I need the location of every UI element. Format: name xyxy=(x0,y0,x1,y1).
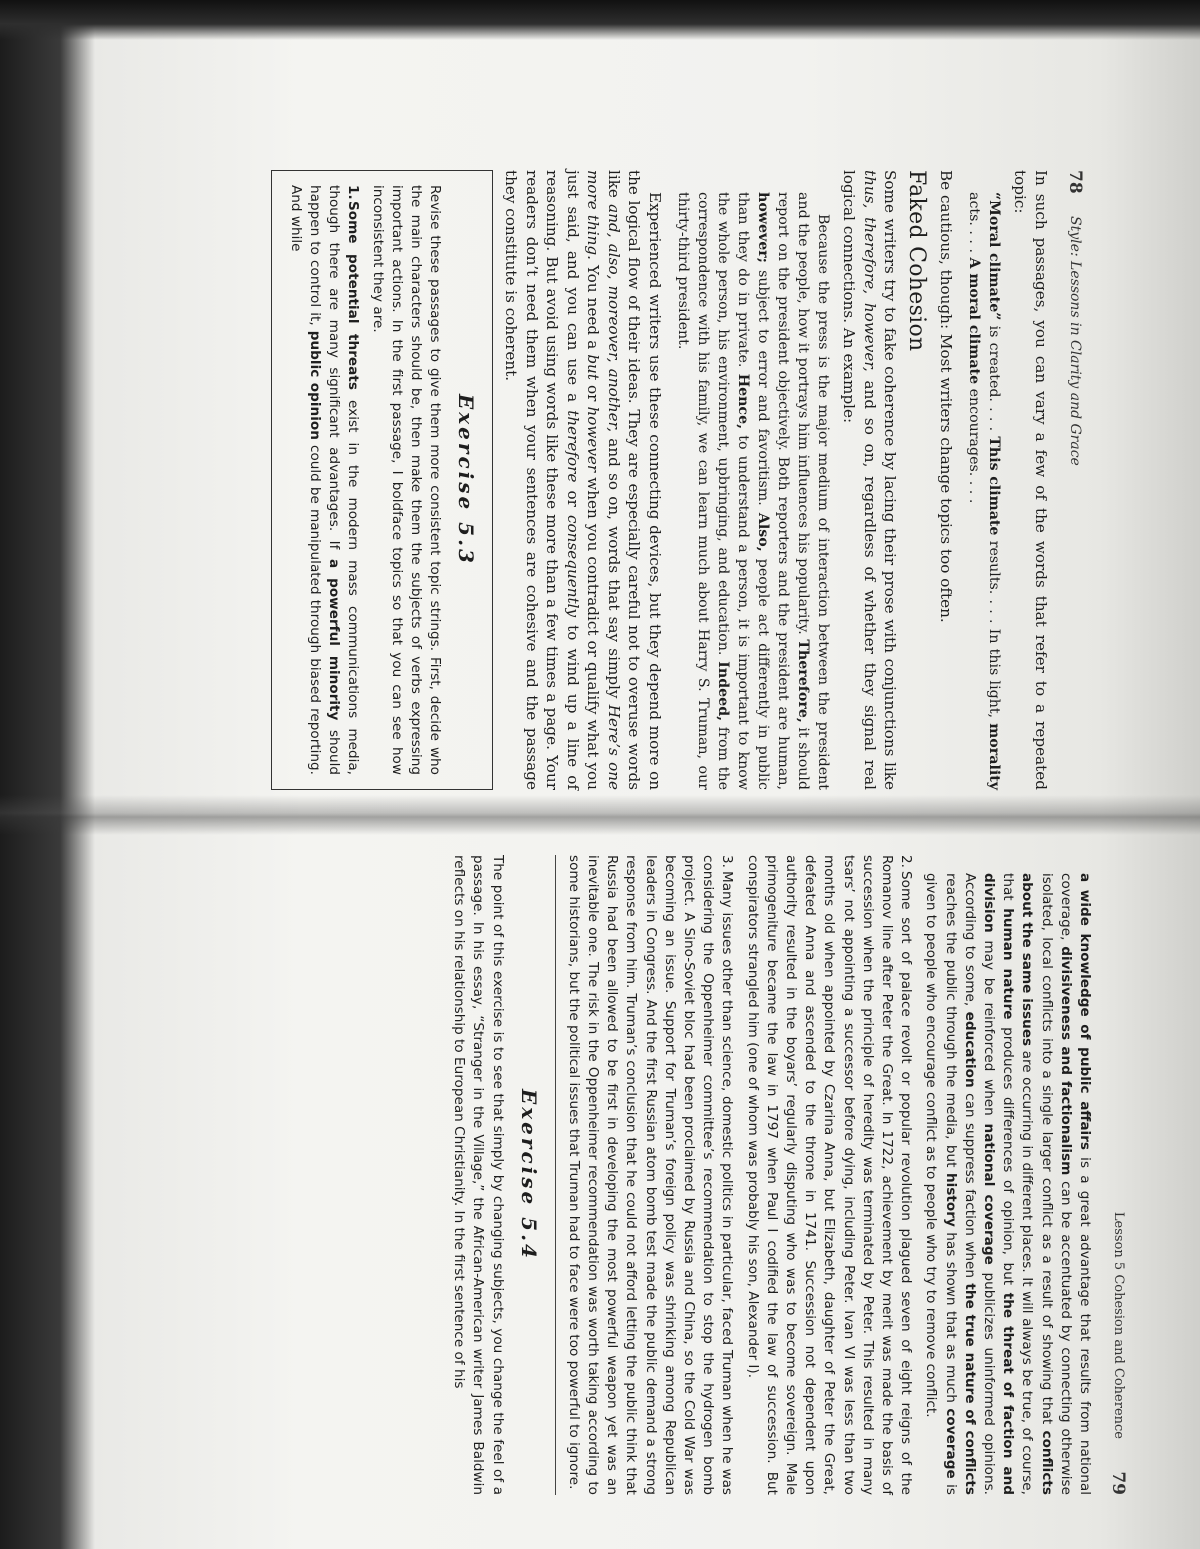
connector-word: Therefore, xyxy=(795,639,811,723)
continued-item-1 xyxy=(921,873,1094,1495)
conjunction-list: thus, therefore, however, xyxy=(861,170,879,372)
item-text: produces differences of opinion, but xyxy=(1000,1019,1017,1293)
caution-paragraph: Be cautious, though: Most writers change topics too often. xyxy=(937,170,955,623)
right-running-head: Lesson 5 Cohesion and Coherence xyxy=(1111,1211,1126,1439)
example-text: subject to error and favoritism. xyxy=(755,263,771,513)
quote-text: is created. . . . xyxy=(986,320,1002,437)
item-text: exist in the modern mass communications media, though there are many significant advantages. If xyxy=(326,185,361,776)
book-gutter xyxy=(0,795,1200,835)
paragraph-text: Experienced writers use these connecting devices, but they depend more on the logical flow of their ideas. They are especially careful not to overuse words like xyxy=(605,170,664,790)
quote-text: results. . . . In this light, xyxy=(986,535,1002,724)
exercise-intro: The point of this exercise is to see that simply by changing subjects, you change the feel of a passage. In his essay, “Stranger in the Village,” the African-American writer James Baldwin reflects on his relationship to European Christianity. In the first sentence of his xyxy=(451,855,506,1495)
moral-climate-quote xyxy=(964,192,1004,790)
section-heading: Faked Cohesion xyxy=(904,170,930,352)
right-page-header xyxy=(1094,855,1128,1495)
quote-topic: morality xyxy=(986,723,1002,791)
item-text: may be reinforced when xyxy=(980,932,997,1124)
item-text: Some sort of palace revolt or popular revolution plagued seven of eight reigns of the Romanov line after Peter the Great. In 1722, achievement by merit was made the basis of succession when the principle of heredity was terminated by Peter. This resulted in many tsars’ not appointing a successor before dying, including Peter. Ivan VI was less than two months old when appointed by Czarina Anna, but Elizabeth, daughter of Peter the Great, defeated Anna and ascended to the throne in 1741. Succession not dependent upon authority resulted in the boyars’ regularly disputing who was to become sovereign. Male primogeniture became the law in 1797 when Paul I codified the law of succession. But conspirators strangled him (one of whom was probably his son, Alexander I). xyxy=(744,855,915,1495)
item-topic: the threat of faction and division xyxy=(980,873,1017,1495)
example-passage xyxy=(673,192,833,790)
exercise-title: Exercise 5.3 xyxy=(454,394,478,566)
item-topic: Some potential threats xyxy=(345,201,361,390)
experienced-writers-paragraph xyxy=(501,170,665,790)
item-text: is a great advantage that results from national coverage, xyxy=(1057,873,1093,1495)
paragraph-text: You need a xyxy=(584,259,603,355)
exercise-item xyxy=(286,185,362,775)
item-text: could be manipulated through biased reporting. And while xyxy=(288,185,323,775)
item-topic: national coverage xyxy=(980,1123,997,1265)
item-text: can suppress faction when xyxy=(961,1087,978,1284)
italic-term: therefore xyxy=(564,410,582,483)
item-topic: public opinion xyxy=(307,330,323,440)
exercise-item-3 xyxy=(564,855,737,1495)
item-text: can be accentuated by connecting otherwise isolated, local conflicts into a single larger conflict as a result of showing that xyxy=(1038,873,1074,1496)
right-page-number: 79 xyxy=(1108,1471,1128,1495)
quote-topic: This climate xyxy=(986,436,1002,536)
item-text: publicizes uninformed opinions. According to some, xyxy=(961,873,997,1495)
scanner-edge xyxy=(0,0,1200,40)
italic-term: however xyxy=(584,406,603,473)
exercise-instructions: Revise these passages to give them more consistent topic strings. First, decide who the main characters should be, then make them the subjects of verbs expressing important actions. In the first passage, I boldface topics so that you can see how inconsistent they are. xyxy=(370,185,443,775)
example-text: Because the press is the major medium of interaction between the president and the people, how it portrays him influences his popularity. xyxy=(795,192,831,790)
item-topic: the true nature of conflicts xyxy=(961,1283,978,1495)
example-text: to understand a person, it is important to know the whole person, his environment, upbringing, and education. xyxy=(715,192,751,790)
quote-topic: “Moral climate” xyxy=(986,192,1002,321)
paragraph-text: to wind up a line of reasoning. But avoid using words like these more than a few times a page. Your readers don’t need them when your sentences are cohesive and the passage they constitute is coherent. xyxy=(502,170,582,791)
item-text: is given to people who encourage conflict as to people who try to remove conflict. xyxy=(923,873,959,1495)
paragraph-text: Some writers try to fake coherence by lacing their prose with conjunctions like xyxy=(881,170,900,790)
italic-term: consequently xyxy=(564,515,582,618)
right-page xyxy=(108,855,1128,1495)
intro-paragraph: In such passages, you can vary a few of the words that refer to a repeated topic: xyxy=(1011,170,1050,790)
item-text: has shown that as much xyxy=(942,1226,959,1409)
paragraph-text: or xyxy=(584,379,603,407)
exercise-5-3-box xyxy=(271,170,493,790)
item-topic: history xyxy=(942,1172,959,1227)
italic-term: but xyxy=(584,354,603,380)
left-page xyxy=(85,170,1085,790)
connector-word: Also, xyxy=(755,512,771,552)
item-number: 3. xyxy=(719,855,736,868)
item-number: 1. xyxy=(345,185,361,200)
exercise-title: Exercise 5.4 xyxy=(516,1089,541,1261)
item-topic: education xyxy=(961,1011,978,1088)
italic-term: Here’s one more thing. xyxy=(584,170,623,790)
italic-term: and, also, moreover, another, xyxy=(605,204,623,433)
paragraph-text: and so on, regardless of whether they signal real logical connections. An example: xyxy=(840,170,879,790)
exercise-divider xyxy=(555,855,556,1495)
left-page-number: 78 xyxy=(1065,170,1085,194)
item-text: are occurring in different places. It will always be true, of course, that xyxy=(1000,873,1036,1495)
left-page-header xyxy=(1051,170,1085,790)
item-topic: a powerful minority xyxy=(326,559,342,721)
left-running-head: Style: Lessons in Clarity and Grace xyxy=(1067,216,1083,466)
connector-word: however; xyxy=(755,192,771,263)
quote-text: encourages. . . . xyxy=(966,384,982,504)
paragraph-text: or xyxy=(564,482,582,516)
paragraph-text: when you contradict or qualify what you just said, and you can use a xyxy=(564,170,603,790)
paragraph-text: and so on, words that say simply xyxy=(605,432,623,705)
quote-text: acts. . . . xyxy=(966,192,982,258)
item-topic: coverage xyxy=(942,1408,959,1479)
item-text: reaches the public through the media, but xyxy=(942,873,959,1173)
connector-word: Hence, xyxy=(735,373,751,430)
item-topic: human nature xyxy=(1000,908,1017,1020)
example-text: it should report on the president objectively. Both reporters and the president are human, xyxy=(775,192,811,790)
faked-cohesion-paragraph xyxy=(839,170,901,790)
item-topic: conflicts about the same issues xyxy=(1019,873,1055,1495)
exercise-item-2 xyxy=(742,855,915,1495)
connector-word: Indeed, xyxy=(715,661,731,722)
item-topic: a wide knowledge of public affairs xyxy=(1077,873,1093,1151)
item-topic: divisiveness and factionalism xyxy=(1057,946,1074,1176)
example-text: from the correspondence with his family, we can learn much about Harry S. Truman, our thirty-third president. xyxy=(675,192,731,790)
quote-topic: A moral climate xyxy=(966,257,982,385)
example-text: people act differently in public than they do in private. xyxy=(735,192,771,790)
item-text: should happen to control it, xyxy=(307,185,342,775)
item-text: Many issues other than science, domestic politics in particular, faced Truman when he was considering the Oppenheimer committee’s recommendation to stop the hydrogen bomb project. A Sino-Soviet bloc had been proclaimed by Russia and China, so the Cold War was becoming an issue. Support for Truman’s foreign policy was shrinking among Republican leaders in Congress. And the first Russian atom bomb test made the public demand a strong response from him. Truman’s conclusion that he could not afford letting the public think that Russia had been allowed to be first in developing the most powerful weapon yet was an inevitable one. The risk in the Oppenheimer recommendation was worth taking according to some historians, but the political issues that Truman had to face were too powerful to ignore. xyxy=(565,855,736,1495)
item-number: 2. xyxy=(898,855,915,868)
